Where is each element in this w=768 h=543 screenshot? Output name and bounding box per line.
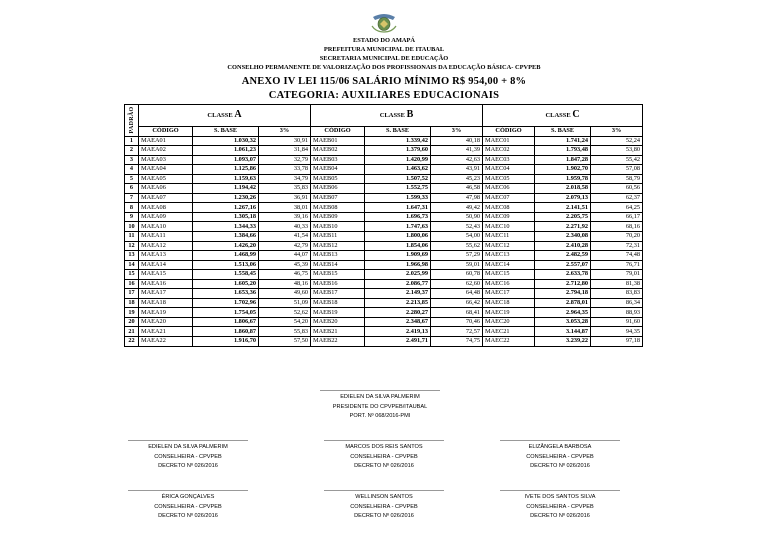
sbase-cell: 2.712,80 (535, 279, 591, 289)
percent-cell: 46,75 (259, 270, 311, 280)
sbase-cell: 1.747,63 (365, 222, 431, 232)
codigo-cell: MAEA03 (139, 155, 193, 165)
table-row (125, 155, 643, 165)
signer-name: MARCOS DOS REIS SANTOS (345, 444, 423, 450)
sbase-cell: 1.552,75 (365, 184, 431, 194)
signature-councilor-1 (108, 440, 268, 472)
codigo-cell: MAEA05 (139, 174, 193, 184)
codigo-cell: MAEA07 (139, 193, 193, 203)
table-row (125, 270, 643, 280)
percent-cell: 47,98 (431, 193, 483, 203)
percent-cell: 74,48 (591, 251, 643, 261)
signer-role: CONSELHEIRA - CPVPEB (526, 453, 594, 460)
sbase-cell: 3.053,28 (535, 317, 591, 327)
percent-cell: 57,50 (259, 337, 311, 347)
codigo-cell: MAEB21 (311, 327, 365, 337)
percent-cell: 49,42 (431, 203, 483, 213)
sbase-cell: 1.463,62 (365, 165, 431, 175)
table-row (125, 146, 643, 156)
sbase-cell: 2.419,13 (365, 327, 431, 337)
percent-header: 3% (591, 127, 643, 137)
padrao-header: PADRÃO (125, 105, 139, 137)
sbase-cell: 3.144,87 (535, 327, 591, 337)
codigo-cell: MAEC11 (483, 232, 535, 242)
table-row (125, 232, 643, 242)
salary-table (124, 104, 643, 347)
percent-cell: 57,29 (431, 251, 483, 261)
sbase-cell: 1.061,23 (193, 146, 259, 156)
sbase-cell: 1.653,36 (193, 289, 259, 299)
sbase-cell: 1.125,86 (193, 165, 259, 175)
sbase-cell: 1.093,07 (193, 155, 259, 165)
sbase-cell: 1.267,16 (193, 203, 259, 213)
percent-cell: 58,79 (591, 174, 643, 184)
sbase-cell: 2.149,37 (365, 289, 431, 299)
sbase-cell: 2.964,35 (535, 308, 591, 318)
class-c-header: CLASSE C (483, 105, 643, 127)
codigo-cell: MAEB16 (311, 279, 365, 289)
class-header-row (125, 105, 643, 127)
padrao-number: 5 (125, 174, 139, 184)
sbase-cell: 1.959,78 (535, 174, 591, 184)
percent-cell: 97,18 (591, 337, 643, 347)
sbase-cell: 2.410,28 (535, 241, 591, 251)
percent-cell: 70,46 (431, 317, 483, 327)
sbase-cell: 1.800,06 (365, 232, 431, 242)
signature-councilor-4 (108, 490, 268, 522)
padrao-number: 15 (125, 270, 139, 280)
padrao-number: 3 (125, 155, 139, 165)
table-row (125, 241, 643, 251)
city-hall-name: PREFEITURA MUNICIPAL DE ITAUBAL (323, 46, 445, 53)
codigo-cell: MAEA19 (139, 308, 193, 318)
codigo-cell: MAEB08 (311, 203, 365, 213)
percent-cell: 70,20 (591, 232, 643, 242)
percent-cell: 52,43 (431, 222, 483, 232)
codigo-cell: MAEA18 (139, 298, 193, 308)
codigo-cell: MAEA12 (139, 241, 193, 251)
percent-cell: 38,01 (259, 203, 311, 213)
codigo-cell: MAEC19 (483, 308, 535, 318)
codigo-cell: MAEA17 (139, 289, 193, 299)
percent-cell: 31,84 (259, 146, 311, 156)
codigo-cell: MAEA06 (139, 184, 193, 194)
percent-cell: 66,17 (591, 212, 643, 222)
sbase-cell: 1.647,31 (365, 203, 431, 213)
table-row (125, 193, 643, 203)
table-row (125, 327, 643, 337)
table-row (125, 203, 643, 213)
codigo-cell: MAEB09 (311, 212, 365, 222)
sbase-header: S. BASE (535, 127, 591, 137)
sbase-cell: 2.557,07 (535, 260, 591, 270)
codigo-cell: MAEA16 (139, 279, 193, 289)
sbase-cell: 2.280,27 (365, 308, 431, 318)
codigo-cell: MAEA20 (139, 317, 193, 327)
codigo-cell: MAEB01 (311, 136, 365, 146)
class-b-header: CLASSE B (311, 105, 483, 127)
percent-cell: 41,39 (431, 146, 483, 156)
percent-header: 3% (431, 127, 483, 137)
sbase-cell: 2.878,01 (535, 298, 591, 308)
codigo-cell: MAEC21 (483, 327, 535, 337)
signature-councilor-3 (480, 440, 640, 472)
table-row (125, 317, 643, 327)
sbase-cell: 1.513,06 (193, 260, 259, 270)
codigo-header: CÓDIGO (483, 127, 535, 137)
codigo-cell: MAEC22 (483, 337, 535, 347)
table-row (125, 165, 643, 175)
signer-role: CONSELHEIRA - CPVPEB (350, 453, 418, 460)
percent-cell: 88,93 (591, 308, 643, 318)
percent-cell: 40,18 (431, 136, 483, 146)
codigo-cell: MAEC20 (483, 317, 535, 327)
codigo-cell: MAEC01 (483, 136, 535, 146)
sbase-cell: 1.754,05 (193, 308, 259, 318)
percent-cell: 46,58 (431, 184, 483, 194)
sbase-cell: 1.468,99 (193, 251, 259, 261)
signer-document: DECRETO Nº 026/2016 (530, 463, 590, 470)
codigo-cell: MAEB14 (311, 260, 365, 270)
codigo-cell: MAEC07 (483, 193, 535, 203)
codigo-cell: MAEB19 (311, 308, 365, 318)
padrao-number: 9 (125, 212, 139, 222)
percent-cell: 86,34 (591, 298, 643, 308)
percent-cell: 68,41 (431, 308, 483, 318)
table-row (125, 289, 643, 299)
signer-role: CONSELHEIRA - CPVPEB (350, 503, 418, 510)
signer-document: DECRETO Nº 026/2016 (354, 463, 414, 470)
padrao-number: 4 (125, 165, 139, 175)
table-row (125, 337, 643, 347)
codigo-cell: MAEB04 (311, 165, 365, 175)
codigo-cell: MAEC14 (483, 260, 535, 270)
sbase-cell: 1.384,66 (193, 232, 259, 242)
sbase-cell: 1.305,18 (193, 212, 259, 222)
table-row (125, 298, 643, 308)
percent-cell: 79,01 (591, 270, 643, 280)
sbase-cell: 1.379,60 (365, 146, 431, 156)
sbase-cell: 1.902,70 (535, 165, 591, 175)
codigo-cell: MAEA13 (139, 251, 193, 261)
sbase-cell: 1.426,20 (193, 241, 259, 251)
codigo-cell: MAEB03 (311, 155, 365, 165)
codigo-cell: MAEB12 (311, 241, 365, 251)
percent-cell: 64,48 (431, 289, 483, 299)
percent-cell: 60,56 (591, 184, 643, 194)
sbase-cell: 1.507,52 (365, 174, 431, 184)
codigo-cell: MAEC08 (483, 203, 535, 213)
percent-cell: 36,91 (259, 193, 311, 203)
percent-cell: 72,31 (591, 241, 643, 251)
table-row (125, 308, 643, 318)
signer-name: EDIELEN DA SILVA PALMERIM (148, 444, 228, 450)
table-row (125, 212, 643, 222)
sbase-cell: 2.340,08 (535, 232, 591, 242)
padrao-number: 17 (125, 289, 139, 299)
percent-cell: 43,91 (431, 165, 483, 175)
table-row (125, 184, 643, 194)
percent-cell: 83,83 (591, 289, 643, 299)
codigo-cell: MAEC15 (483, 270, 535, 280)
signer-document: DECRETO Nº 026/2016 (158, 463, 218, 470)
sbase-cell: 1.702,96 (193, 298, 259, 308)
sbase-cell: 2.348,67 (365, 317, 431, 327)
padrao-number: 1 (125, 136, 139, 146)
sbase-cell: 2.079,13 (535, 193, 591, 203)
codigo-cell: MAEB11 (311, 232, 365, 242)
table-row (125, 136, 643, 146)
codigo-cell: MAEB18 (311, 298, 365, 308)
padrao-number: 20 (125, 317, 139, 327)
class-a-header: CLASSE A (139, 105, 311, 127)
codigo-cell: MAEC04 (483, 165, 535, 175)
sbase-cell: 2.141,51 (535, 203, 591, 213)
sbase-cell: 1.806,67 (193, 317, 259, 327)
codigo-cell: MAEC18 (483, 298, 535, 308)
council-name: CONSELHO PERMANENTE DE VALORIZAÇÃO DOS PROFISSIONAIS DA EDUCAÇÃO BÁSICA- CPVPEB (227, 64, 541, 71)
codigo-cell: MAEA10 (139, 222, 193, 232)
padrao-number: 13 (125, 251, 139, 261)
padrao-number: 11 (125, 232, 139, 242)
sbase-cell: 1.230,26 (193, 193, 259, 203)
sbase-cell: 1.558,45 (193, 270, 259, 280)
percent-cell: 39,16 (259, 212, 311, 222)
signer-role: CONSELHEIRA - CPVPEB (154, 453, 222, 460)
percent-cell: 62,37 (591, 193, 643, 203)
percent-cell: 32,79 (259, 155, 311, 165)
percent-cell: 41,54 (259, 232, 311, 242)
sbase-cell: 2.271,92 (535, 222, 591, 232)
signer-role: CONSELHEIRA - CPVPEB (526, 503, 594, 510)
percent-cell: 54,20 (259, 317, 311, 327)
percent-cell: 72,57 (431, 327, 483, 337)
percent-cell: 34,79 (259, 174, 311, 184)
percent-cell: 40,33 (259, 222, 311, 232)
codigo-cell: MAEB10 (311, 222, 365, 232)
sbase-cell: 1.860,87 (193, 327, 259, 337)
table-row (125, 222, 643, 232)
percent-cell: 57,08 (591, 165, 643, 175)
sbase-cell: 2.491,71 (365, 337, 431, 347)
codigo-cell: MAEC09 (483, 212, 535, 222)
percent-cell: 49,60 (259, 289, 311, 299)
signer-name: IVETE DOS SANTOS SILVA (524, 494, 596, 500)
percent-cell: 76,71 (591, 260, 643, 270)
sbase-cell: 1.909,69 (365, 251, 431, 261)
percent-cell: 52,62 (259, 308, 311, 318)
padrao-number: 8 (125, 203, 139, 213)
sbase-cell: 1.030,32 (193, 136, 259, 146)
percent-cell: 42,79 (259, 241, 311, 251)
sbase-cell: 3.239,22 (535, 337, 591, 347)
codigo-cell: MAEA08 (139, 203, 193, 213)
codigo-cell: MAEC13 (483, 251, 535, 261)
sbase-cell: 1.854,06 (365, 241, 431, 251)
sbase-cell: 2.025,99 (365, 270, 431, 280)
percent-cell: 64,25 (591, 203, 643, 213)
percent-cell: 60,78 (431, 270, 483, 280)
padrao-number: 21 (125, 327, 139, 337)
codigo-cell: MAEC12 (483, 241, 535, 251)
codigo-cell: MAEB13 (311, 251, 365, 261)
signer-document: DECRETO Nº 026/2016 (158, 513, 218, 520)
codigo-cell: MAEA22 (139, 337, 193, 347)
signer-document: DECRETO Nº 026/2016 (354, 513, 414, 520)
signature-president (300, 390, 460, 422)
signer-role: CONSELHEIRA - CPVPEB (154, 503, 222, 510)
padrao-number: 10 (125, 222, 139, 232)
signature-councilor-5 (304, 490, 464, 522)
sbase-cell: 2.213,85 (365, 298, 431, 308)
percent-cell: 91,60 (591, 317, 643, 327)
percent-header: 3% (259, 127, 311, 137)
codigo-cell: MAEA15 (139, 270, 193, 280)
signer-name: ELIZÂNGELA BARBOSA (528, 444, 592, 450)
codigo-cell: MAEC06 (483, 184, 535, 194)
percent-cell: 48,16 (259, 279, 311, 289)
codigo-cell: MAEC05 (483, 174, 535, 184)
sbase-cell: 2.633,78 (535, 270, 591, 280)
percent-cell: 54,00 (431, 232, 483, 242)
document-title: ANEXO IV LEI 115/06 SALÁRIO MÍNIMO R$ 954,00 + 8% (241, 76, 527, 87)
percent-cell: 94,35 (591, 327, 643, 337)
coat-of-arms-icon (370, 12, 398, 34)
sbase-cell: 1.159,63 (193, 174, 259, 184)
percent-cell: 62,60 (431, 279, 483, 289)
sbase-cell: 1.599,33 (365, 193, 431, 203)
codigo-cell: MAEB20 (311, 317, 365, 327)
signer-role: PRESIDENTE DO CPVPEB/ITAUBAL (332, 403, 428, 410)
percent-cell: 59,01 (431, 260, 483, 270)
signature-councilor-2 (304, 440, 464, 472)
percent-cell: 42,63 (431, 155, 483, 165)
sbase-cell: 1.605,20 (193, 279, 259, 289)
percent-cell: 35,83 (259, 184, 311, 194)
percent-cell: 74,75 (431, 337, 483, 347)
padrao-number: 2 (125, 146, 139, 156)
signer-name: EDIELEN DA SILVA PALMERIM (340, 394, 420, 400)
percent-cell: 55,42 (591, 155, 643, 165)
percent-cell: 51,09 (259, 298, 311, 308)
table-row (125, 174, 643, 184)
secretariat-name: SECRETARIA MUNICIPAL DE EDUCAÇÃO (319, 55, 449, 62)
codigo-cell: MAEC02 (483, 146, 535, 156)
column-header-row (125, 127, 643, 137)
sbase-cell: 1.741,24 (535, 136, 591, 146)
sbase-cell: 2.482,59 (535, 251, 591, 261)
percent-cell: 44,07 (259, 251, 311, 261)
sbase-cell: 1.966,98 (365, 260, 431, 270)
padrao-number: 6 (125, 184, 139, 194)
percent-cell: 55,62 (431, 241, 483, 251)
table-row (125, 251, 643, 261)
codigo-cell: MAEA01 (139, 136, 193, 146)
sbase-cell: 1.344,33 (193, 222, 259, 232)
signature-councilor-6 (480, 490, 640, 522)
table-row (125, 260, 643, 270)
codigo-header: CÓDIGO (311, 127, 365, 137)
codigo-cell: MAEB15 (311, 270, 365, 280)
codigo-cell: MAEA04 (139, 165, 193, 175)
sbase-header: S. BASE (193, 127, 259, 137)
sbase-cell: 1.916,70 (193, 337, 259, 347)
percent-cell: 81,38 (591, 279, 643, 289)
state-name: ESTADO DO AMAPÁ (352, 37, 415, 44)
padrao-number: 18 (125, 298, 139, 308)
percent-cell: 33,78 (259, 165, 311, 175)
codigo-cell: MAEC10 (483, 222, 535, 232)
padrao-number: 7 (125, 193, 139, 203)
sbase-cell: 1.847,28 (535, 155, 591, 165)
codigo-cell: MAEC16 (483, 279, 535, 289)
codigo-cell: MAEA02 (139, 146, 193, 156)
padrao-number: 16 (125, 279, 139, 289)
codigo-cell: MAEB22 (311, 337, 365, 347)
codigo-cell: MAEA09 (139, 212, 193, 222)
codigo-cell: MAEB06 (311, 184, 365, 194)
sbase-cell: 1.793,48 (535, 146, 591, 156)
codigo-cell: MAEB07 (311, 193, 365, 203)
percent-cell: 45,23 (431, 174, 483, 184)
percent-cell: 52,24 (591, 136, 643, 146)
sbase-cell: 2.205,75 (535, 212, 591, 222)
percent-cell: 30,91 (259, 136, 311, 146)
signer-name: WELLINSON SANTOS (355, 494, 413, 500)
sbase-header: S. BASE (365, 127, 431, 137)
codigo-cell: MAEB17 (311, 289, 365, 299)
codigo-cell: MAEA14 (139, 260, 193, 270)
padrao-number: 14 (125, 260, 139, 270)
signer-document: PORT. Nº 068/2016-PMI (349, 413, 411, 420)
sbase-cell: 1.420,99 (365, 155, 431, 165)
sbase-cell: 2.794,18 (535, 289, 591, 299)
signer-document: DECRETO Nº 026/2016 (530, 513, 590, 520)
codigo-cell: MAEB02 (311, 146, 365, 156)
sbase-cell: 2.086,77 (365, 279, 431, 289)
codigo-cell: MAEC03 (483, 155, 535, 165)
padrao-number: 12 (125, 241, 139, 251)
codigo-cell: MAEA21 (139, 327, 193, 337)
percent-cell: 66,42 (431, 298, 483, 308)
sbase-cell: 2.018,58 (535, 184, 591, 194)
table-row (125, 279, 643, 289)
padrao-number: 19 (125, 308, 139, 318)
codigo-cell: MAEB05 (311, 174, 365, 184)
codigo-cell: MAEC17 (483, 289, 535, 299)
signer-name: ÉRICA GONÇALVES (161, 494, 215, 500)
sbase-cell: 1.696,73 (365, 212, 431, 222)
percent-cell: 50,90 (431, 212, 483, 222)
document-subtitle: CATEGORIA: AUXILIARES EDUCACIONAIS (268, 90, 500, 101)
sbase-cell: 1.339,42 (365, 136, 431, 146)
codigo-cell: MAEA11 (139, 232, 193, 242)
percent-cell: 53,80 (591, 146, 643, 156)
sbase-cell: 1.194,42 (193, 184, 259, 194)
percent-cell: 68,16 (591, 222, 643, 232)
percent-cell: 55,83 (259, 327, 311, 337)
codigo-header: CÓDIGO (139, 127, 193, 137)
padrao-number: 22 (125, 337, 139, 347)
percent-cell: 45,39 (259, 260, 311, 270)
